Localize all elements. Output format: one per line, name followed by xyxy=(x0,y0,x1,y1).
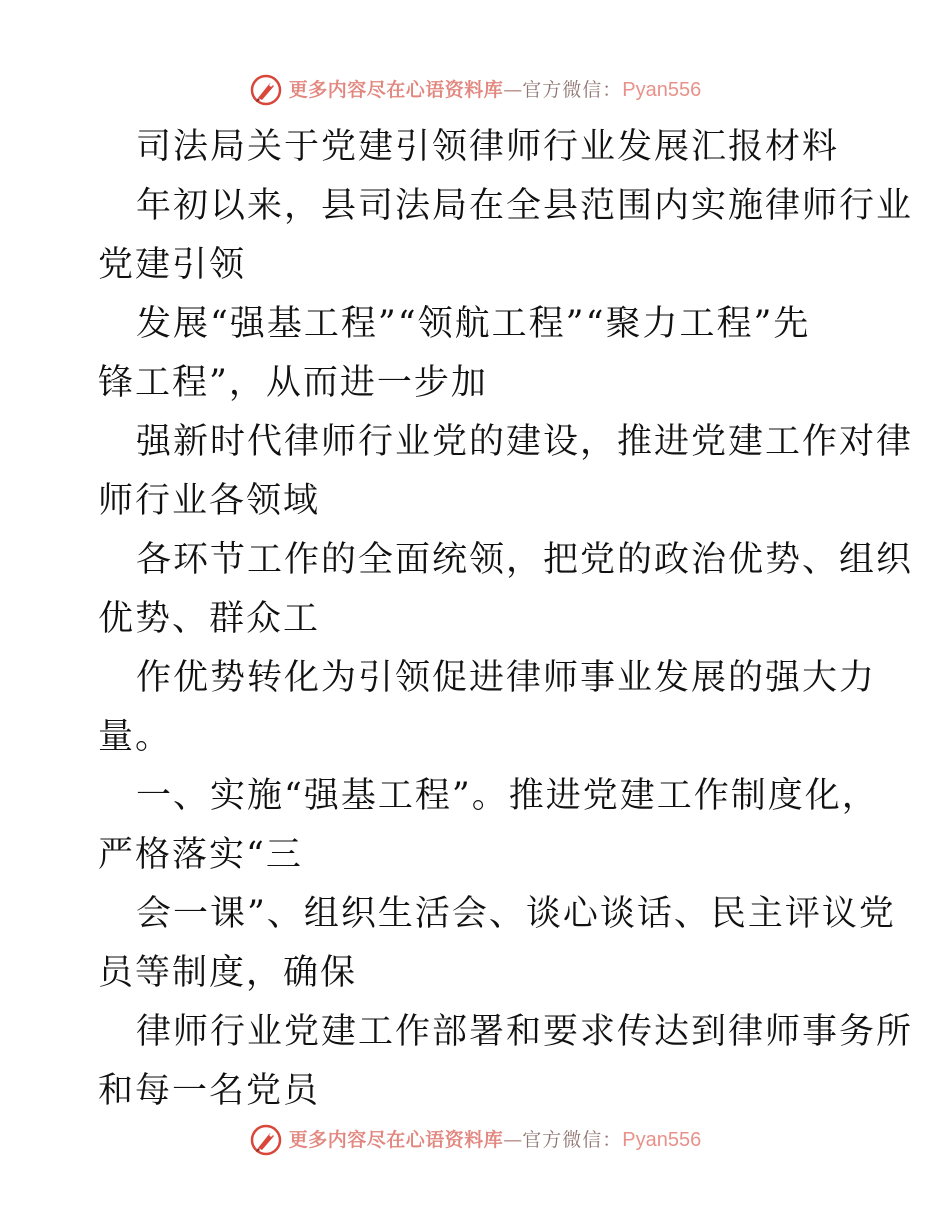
document-title: 司法局关于党建引领律师行业发展汇报材料 xyxy=(136,127,840,167)
footer-watermark-banner xyxy=(0,1120,950,1160)
footer-wechat-label: 官方微信： xyxy=(522,1129,623,1151)
body-line: 锋工程”，从而进一步加 xyxy=(98,363,488,403)
footer-brand-text: 更多内容尽在心语资料库 xyxy=(288,1129,504,1151)
body-line: 会一课”、组织生活会、谈心谈话、民主评议党 xyxy=(136,894,896,934)
body-line: 师行业各领域 xyxy=(98,481,321,521)
body-line: 律师行业党建工作部署和要求传达到律师事务所 xyxy=(136,1012,914,1052)
footer-watermark-text xyxy=(289,1130,702,1150)
body-line: 优势、群众工 xyxy=(98,599,321,639)
header-watermark-text xyxy=(289,80,702,100)
pen-nib-logo-icon xyxy=(249,1123,283,1157)
footer-separator: — xyxy=(503,1129,523,1151)
body-line: 严格落实“三 xyxy=(98,835,303,875)
pen-nib-logo-icon xyxy=(249,73,283,107)
header-watermark-banner xyxy=(0,70,950,110)
body-line: 各环节工作的全面统领，把党的政治优势、组织 xyxy=(136,540,914,580)
section-heading-line: 一、实施“强基工程”。推进党建工作制度化， xyxy=(136,776,879,816)
body-line: 和每一名党员 xyxy=(98,1071,321,1111)
footer-wechat-id: Pyan556 xyxy=(622,1129,702,1151)
header-brand-text: 更多内容尽在心语资料库 xyxy=(288,79,504,101)
body-line: 强新时代律师行业党的建设，推进党建工作对律 xyxy=(136,422,914,462)
document-body xyxy=(98,118,914,1121)
body-line: 年初以来，县司法局在全县范围内实施律师行业 xyxy=(136,186,914,226)
body-line: 作优势转化为引领促进律师事业发展的强大力 xyxy=(136,658,877,698)
header-wechat-id: Pyan556 xyxy=(622,79,702,101)
body-line: 发展“强基工程”“领航工程”“聚力工程”先 xyxy=(136,304,811,344)
header-separator: — xyxy=(503,79,523,101)
body-line: 量。 xyxy=(98,717,173,757)
body-line: 党建引领 xyxy=(98,245,247,285)
body-line: 员等制度，确保 xyxy=(98,953,358,993)
header-wechat-label: 官方微信： xyxy=(522,79,623,101)
